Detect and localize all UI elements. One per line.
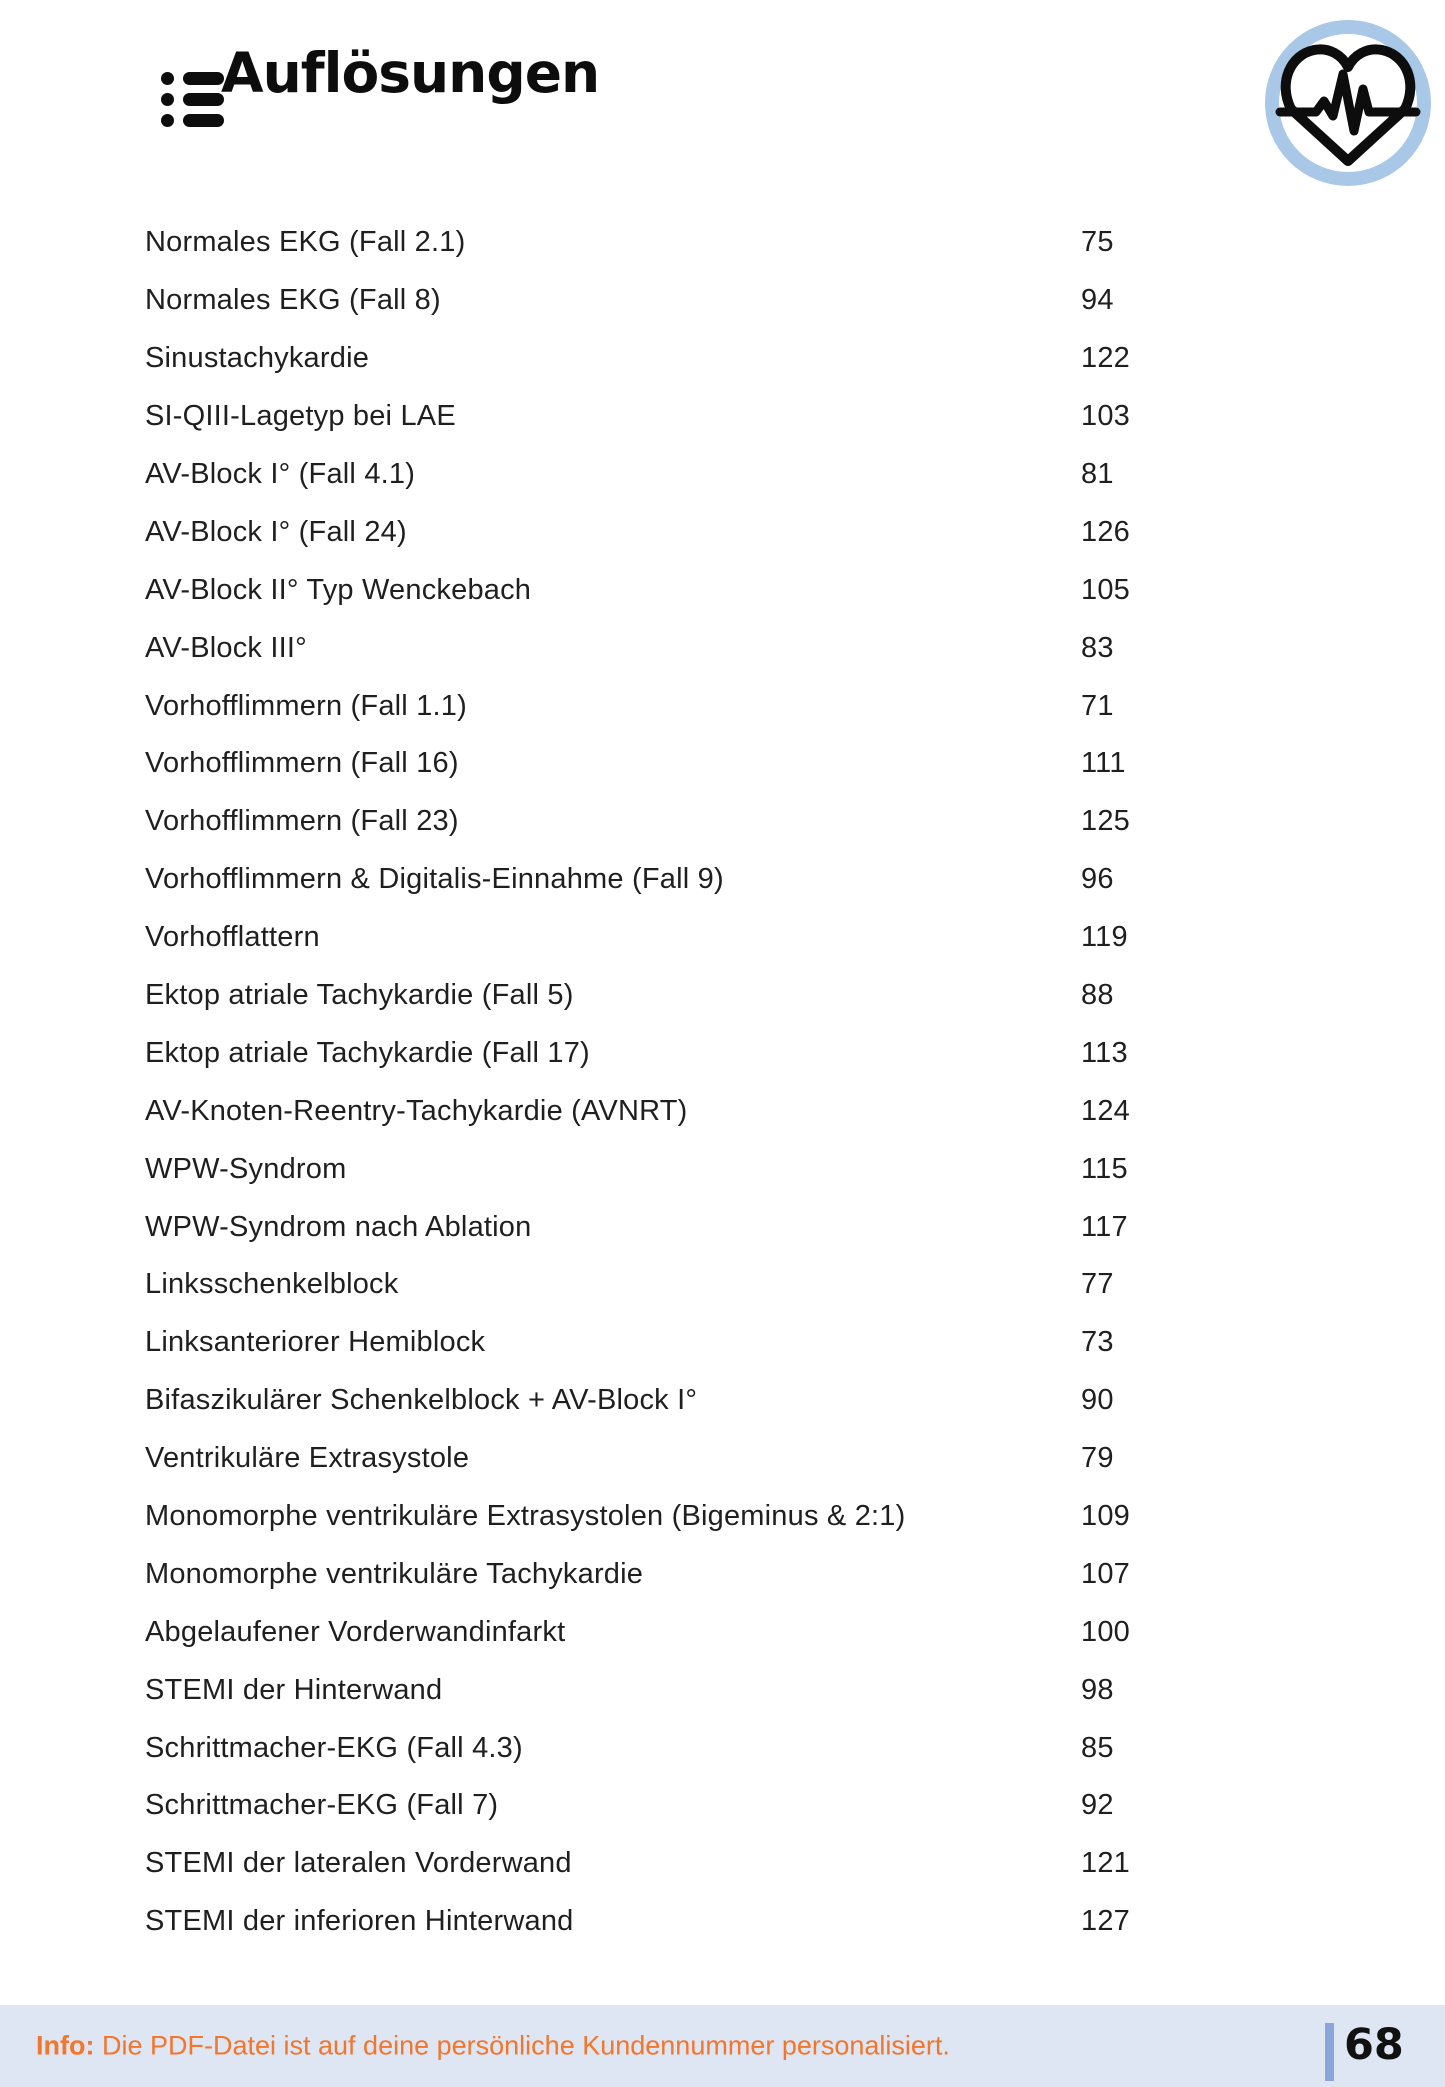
toc-entry[interactable] xyxy=(145,446,1315,504)
page-number-bar xyxy=(1325,2023,1334,2081)
toc-entry-page: 115 xyxy=(1081,1152,1128,1185)
toc-entry[interactable] xyxy=(145,1603,1315,1661)
toc-entry-label: Schrittmacher-EKG (Fall 4.3) xyxy=(145,1731,523,1764)
toc-entry-label: Sinustachykardie xyxy=(145,342,370,375)
toc-entry-page: 122 xyxy=(1081,342,1130,375)
toc-entry-page: 107 xyxy=(1081,1557,1130,1590)
toc-entry-label: STEMI der lateralen Vorderwand xyxy=(145,1847,572,1880)
toc-entry-label: SI-QIII-Lagetyp bei LAE xyxy=(145,400,456,433)
toc-entry[interactable] xyxy=(145,1256,1315,1314)
toc-entry-page: 103 xyxy=(1081,400,1130,433)
toc-entry-page: 105 xyxy=(1081,573,1130,606)
toc-entry-page: 75 xyxy=(1081,226,1114,259)
heart-ecg-icon xyxy=(1258,13,1436,191)
toc-entry[interactable] xyxy=(145,272,1315,330)
toc-entry-label: Vorhofflimmern (Fall 1.1) xyxy=(145,689,467,722)
toc-entry-label: Monomorphe ventrikuläre Tachykardie xyxy=(145,1557,644,1590)
footer-info-text: Die PDF-Datei ist auf deine persönliche Kundennummer personalisiert. xyxy=(94,2030,950,2061)
toc-entry-page: 92 xyxy=(1081,1789,1114,1822)
toc-entry-page: 96 xyxy=(1081,863,1114,896)
toc-entry-page: 77 xyxy=(1081,1268,1114,1301)
toc-entry-page: 124 xyxy=(1081,1094,1130,1127)
toc-entry-label: Vorhofflimmern (Fall 23) xyxy=(145,805,459,838)
toc-entry-label: Vorhofflimmern & Digitalis-Einnahme (Fall 9) xyxy=(145,863,724,896)
toc-entry-label: Ventrikuläre Extrasystole xyxy=(145,1442,470,1475)
toc-entry-page: 90 xyxy=(1081,1384,1114,1417)
toc-entry-page: 111 xyxy=(1081,747,1126,780)
toc-entry-page: 98 xyxy=(1081,1673,1114,1706)
toc-entry-label: AV-Block II° Typ Wenckebach xyxy=(145,573,532,606)
toc-entry-label: AV-Block I° (Fall 24) xyxy=(145,515,407,548)
footer-info xyxy=(36,2031,950,2062)
toc-entry-page: 94 xyxy=(1081,284,1114,317)
toc-entry-page: 100 xyxy=(1081,1615,1130,1648)
toc-entry-label: STEMI der Hinterwand xyxy=(145,1673,443,1706)
toc-entry[interactable] xyxy=(145,1314,1315,1372)
toc-entry-label: Linksanteriorer Hemiblock xyxy=(145,1326,486,1359)
toc-entry[interactable] xyxy=(145,561,1315,619)
toc-list xyxy=(145,214,1315,1951)
toc-entry-page: 83 xyxy=(1081,631,1114,664)
list-icon xyxy=(161,72,224,127)
toc-entry[interactable] xyxy=(145,1140,1315,1198)
toc-entry-label: Vorhofflimmern (Fall 16) xyxy=(145,747,459,780)
page-number: 68 xyxy=(1344,2020,1404,2070)
toc-entry-page: 126 xyxy=(1081,515,1130,548)
toc-entry[interactable] xyxy=(145,503,1315,561)
toc-entry[interactable] xyxy=(145,1198,1315,1256)
toc-entry-page: 127 xyxy=(1081,1905,1130,1938)
toc-entry-label: STEMI der inferioren Hinterwand xyxy=(145,1905,574,1938)
toc-entry-page: 79 xyxy=(1081,1442,1114,1475)
toc-entry-label: Normales EKG (Fall 2.1) xyxy=(145,226,466,259)
toc-entry[interactable] xyxy=(145,1661,1315,1719)
toc-entry[interactable] xyxy=(145,851,1315,909)
footer-band xyxy=(0,2005,1445,2087)
toc-entry-label: WPW-Syndrom nach Ablation xyxy=(145,1210,532,1243)
toc-entry-page: 73 xyxy=(1081,1326,1114,1359)
toc-entry[interactable] xyxy=(145,1835,1315,1893)
toc-entry-label: Vorhofflattern xyxy=(145,921,320,954)
toc-entry-page: 81 xyxy=(1081,458,1114,490)
toc-entry[interactable] xyxy=(145,1082,1315,1140)
toc-entry[interactable] xyxy=(145,1024,1315,1082)
toc-entry[interactable] xyxy=(145,793,1315,851)
toc-entry-page: 117 xyxy=(1081,1210,1128,1243)
toc-entry-label: Normales EKG (Fall 8) xyxy=(145,284,441,317)
toc-entry-label: AV-Block I° (Fall 4.1) xyxy=(145,458,416,490)
toc-entry-label: Monomorphe ventrikuläre Extrasystolen (Bigeminus & 2:1) xyxy=(145,1500,906,1533)
toc-entry-label: AV-Knoten-Reentry-Tachykardie (AVNRT) xyxy=(145,1094,688,1127)
toc-entry-label: Ektop atriale Tachykardie (Fall 17) xyxy=(145,1036,590,1069)
toc-entry-label: AV-Block III° xyxy=(145,631,307,664)
toc-entry-page: 125 xyxy=(1081,805,1130,838)
toc-entry[interactable] xyxy=(145,1488,1315,1546)
toc-entry-label: Ektop atriale Tachykardie (Fall 5) xyxy=(145,979,574,1012)
footer-info-label: Info: xyxy=(36,2030,95,2061)
toc-entry[interactable] xyxy=(145,214,1315,272)
toc-entry-page: 119 xyxy=(1081,921,1128,954)
toc-entry[interactable] xyxy=(145,1430,1315,1488)
toc-entry-label: Linksschenkelblock xyxy=(145,1268,399,1301)
toc-entry-page: 113 xyxy=(1081,1036,1128,1069)
toc-entry-label: Schrittmacher-EKG (Fall 7) xyxy=(145,1789,499,1822)
toc-entry[interactable] xyxy=(145,619,1315,677)
toc-entry-page: 71 xyxy=(1081,689,1114,722)
toc-entry-label: WPW-Syndrom xyxy=(145,1152,347,1185)
toc-entry-page: 85 xyxy=(1081,1731,1114,1764)
toc-entry[interactable] xyxy=(145,1777,1315,1835)
toc-entry[interactable] xyxy=(145,909,1315,967)
toc-entry-page: 121 xyxy=(1081,1847,1130,1880)
toc-entry-page: 109 xyxy=(1081,1500,1130,1533)
toc-entry[interactable] xyxy=(145,677,1315,735)
toc-entry[interactable] xyxy=(145,1372,1315,1430)
toc-entry-page: 88 xyxy=(1081,979,1114,1012)
toc-entry[interactable] xyxy=(145,388,1315,446)
page-title: Auflösungen xyxy=(221,41,600,105)
toc-entry[interactable] xyxy=(145,1545,1315,1603)
toc-entry[interactable] xyxy=(145,735,1315,793)
toc-entry[interactable] xyxy=(145,1893,1315,1951)
toc-entry[interactable] xyxy=(145,967,1315,1025)
toc-entry[interactable] xyxy=(145,330,1315,388)
toc-entry[interactable] xyxy=(145,1719,1315,1777)
toc-entry-label: Bifaszikulärer Schenkelblock + AV-Block I° xyxy=(145,1384,698,1417)
toc-entry-label: Abgelaufener Vorderwandinfarkt xyxy=(145,1615,566,1648)
